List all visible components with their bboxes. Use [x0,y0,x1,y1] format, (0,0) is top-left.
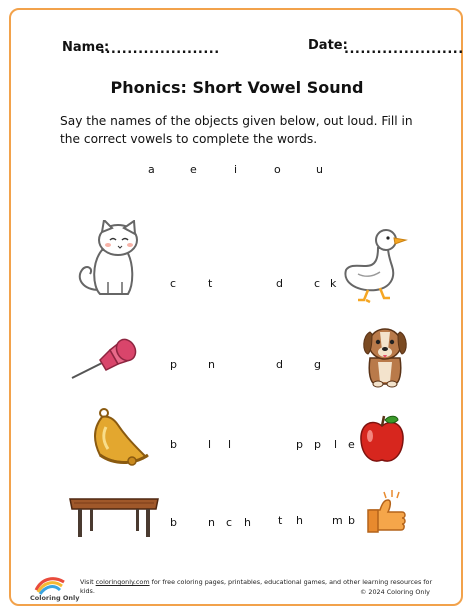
vowel-o: o [274,163,281,176]
letter: p [170,358,177,371]
letter: n [208,516,215,529]
page-title: Phonics: Short Vowel Sound [110,78,364,97]
brand-logo-text: Coloring Only [30,594,80,602]
letter: l [228,438,232,451]
apple-icon [358,414,406,466]
date-field[interactable]: ...................... [344,42,464,57]
cat-icon [72,220,147,302]
instructions: Say the names of the objects given below, out loud. Fill in the correct vowels to complete the words. [60,114,413,146]
duck-icon [338,226,410,306]
letter: d [276,277,283,290]
letter: c [226,516,233,529]
letter: b [170,516,177,529]
letter: t [278,514,283,527]
thumb-icon [364,488,410,538]
vowel-i: i [234,163,238,176]
letter: p [314,438,321,451]
footer-link[interactable]: coloringonly.com [95,578,150,586]
dog-icon [360,322,410,388]
letter: h [296,514,303,527]
vowel-u: u [316,163,323,176]
name-field[interactable]: ...................... [100,42,220,57]
name-label: Name: [62,40,110,55]
footer-rest: for free coloring pages, printables, educational games, and other learning resources for kids. [80,578,433,595]
date-label: Date: [308,38,348,53]
letter: t [208,277,213,290]
letter: d [276,358,283,371]
copyright: © 2024 Coloring Only [360,588,430,596]
letter: b [170,438,177,451]
letter: e [348,438,355,451]
letter: l [208,438,212,451]
bell-icon [90,407,152,469]
letter: b [348,514,355,527]
letter: c [314,277,321,290]
letter: g [314,358,321,371]
letter: p [296,438,303,451]
brand-logo [30,572,70,596]
pin-icon [70,336,140,382]
letter: n [208,358,215,371]
bench-icon [68,495,160,539]
letter: l [334,438,338,451]
vowel-e: e [190,163,197,176]
footer-visit: Visit [80,578,96,586]
letter: c [170,277,177,290]
letter: k [330,277,337,290]
letter: m [332,514,343,527]
vowel-a: a [148,163,155,176]
letter: h [244,516,251,529]
